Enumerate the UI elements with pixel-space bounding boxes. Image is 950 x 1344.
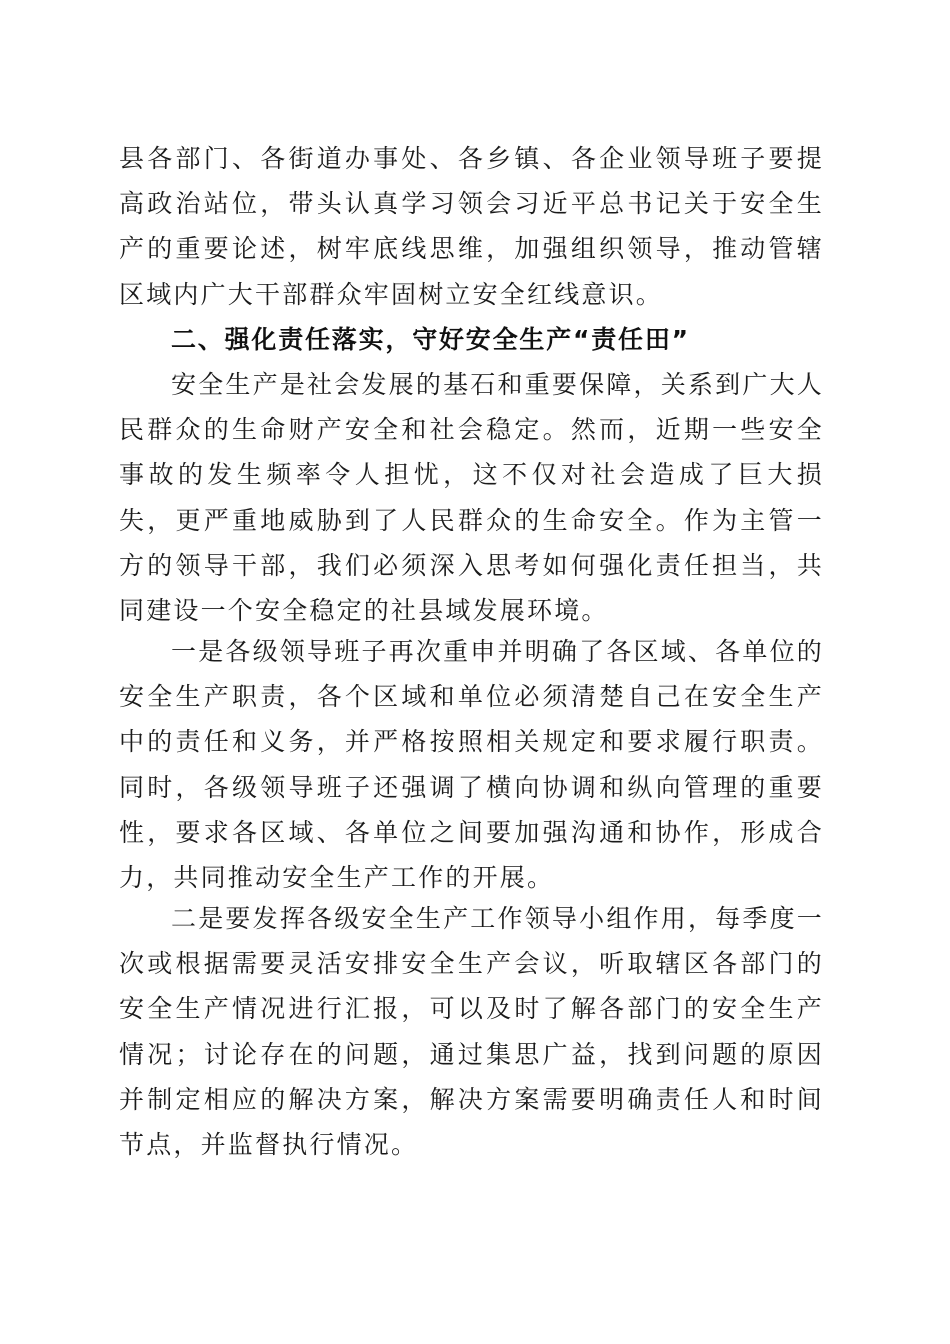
section-heading: 二、强化责任落实，守好安全生产“责任田” — [171, 325, 690, 354]
body-paragraph-point-two: 二是要发挥各级安全生产工作领导小组作用，每季度一次或根据需要灵活安排安全生产会议，听取辖区各部门的安全生产情况进行汇报，可以及时了解各部门的安全生产情况；讨论存在的问题，通过集思广益，找到问题的原因并制定相应的解决方案，解决方案需要明确责任人和时间节点，并监督执行情况。 — [119, 904, 824, 1160]
body-paragraph-continuation: 县各部门、各街道办事处、各乡镇、各企业领导班子要提高政治站位，带头认真学习领会习近平总书记关于安全生产的重要论述，树牢底线思维，加强组织领导，推动管辖区域内广大干部群众牢固树立安全红线意识。 — [119, 144, 824, 309]
body-paragraph-point-one: 一是各级领导班子再次重申并明确了各区域、各单位的安全生产职责，各个区域和单位必须清楚自己在安全生产中的责任和义务，并严格按照相关规定和要求履行职责。同时，各级领导班子还强调了横向协调和纵向管理的重要性，要求各区域、各单位之间要加强沟通和协作，形成合力，共同推动安全生产工作的开展。 — [119, 637, 824, 893]
body-paragraph-intro: 安全生产是社会发展的基石和重要保障，关系到广大人民群众的生命财产安全和社会稳定。然而，近期一些安全事故的发生频率令人担忧，这不仅对社会造成了巨大损失，更严重地威胁到了人民群众的生命安全。作为主管一方的领导干部，我们必须深入思考如何强化责任担当，共同建设一个安全稳定的社县域发展环境。 — [119, 370, 824, 626]
